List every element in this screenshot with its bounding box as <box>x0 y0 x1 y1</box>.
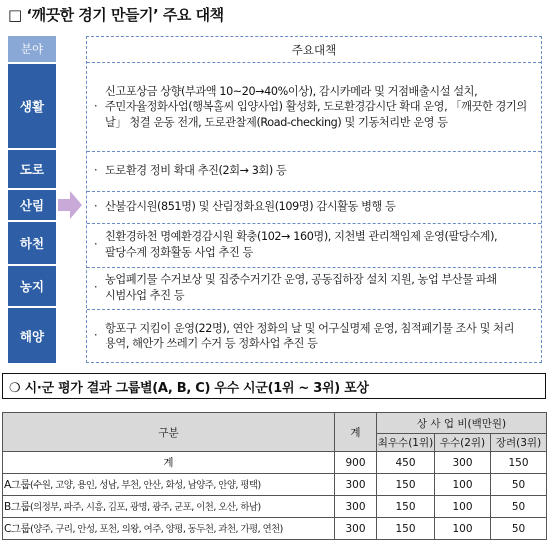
measure-text: 신고포상금 상향(부과액 10~20→40%이상), 감시카메라 및 거점배출시설 설치, 주민자율정화사업(행복홀씨 입양사업) 활성화, 도로환경감시단 확대 운영, 「깨끗한 경기의 날」 청결 운동 전개, 도로관찰제(Road-checking) 및 기동처리반 운영 등 <box>105 84 527 129</box>
col-header-rank1: 최우수(1위) <box>377 434 435 452</box>
row-label <box>3 496 335 518</box>
table-row <box>3 518 547 540</box>
cell-total: 900 <box>335 452 377 474</box>
measure-item <box>87 267 541 307</box>
cell-rank1: 150 <box>377 496 435 518</box>
category-farmland: 농지 <box>8 266 56 306</box>
cell-total: 300 <box>335 518 377 540</box>
measure-text: 친환경하천 명예환경감시원 확충(102→ 160명), 지천별 관리책임제 운영(팔당수계), 팔당수계 정화활동 사업 추진 등 <box>105 230 498 259</box>
bullet: · <box>94 280 98 294</box>
category-header: 분야 <box>8 36 56 62</box>
category-forest: 산림 <box>8 190 56 220</box>
cell-rank3: 50 <box>491 474 547 496</box>
cell-rank2: 100 <box>435 474 491 496</box>
row-label <box>3 518 335 540</box>
measure-text: 항포구 지킴이 운영(22명), 연안 정화의 날 및 어구실명제 운영, 침적폐기물 조사 및 처리 용역, 해안가 쓰레기 수거 등 정화사업 추진 등 <box>105 321 514 350</box>
bullet: · <box>94 329 98 343</box>
category-ocean: 해양 <box>8 308 56 363</box>
cell-rank3: 50 <box>491 496 547 518</box>
cell-rank2: 300 <box>435 452 491 474</box>
col-header-total: 계 <box>335 413 377 452</box>
measure-item <box>87 309 541 362</box>
table-row <box>3 496 547 518</box>
cell-total: 300 <box>335 496 377 518</box>
table-row-total <box>3 452 547 474</box>
cell-total: 300 <box>335 474 377 496</box>
table-row <box>3 474 547 496</box>
measures-box <box>86 36 542 363</box>
bullet: · <box>94 100 98 114</box>
row-label <box>3 474 335 496</box>
measure-item <box>87 223 541 265</box>
bullet: · <box>94 163 98 177</box>
page-title: □ ‘깨끗한 경기 만들기’ 주요 대책 <box>8 6 224 24</box>
measure-text: 도로환경 정비 확대 추진(2회→ 3회) 등 <box>105 163 287 177</box>
category-life: 생활 <box>8 64 56 148</box>
awards-table <box>2 412 547 540</box>
row-label: 계 <box>3 452 335 474</box>
group-cities: (수원, 고양, 용인, 성남, 부천, 안산, 화성, 남양주, 안양, 평택) <box>29 480 261 491</box>
bullet: · <box>94 237 98 251</box>
group-name: C그룹 <box>4 523 31 535</box>
group-name: B그룹 <box>4 501 30 513</box>
cell-rank1: 150 <box>377 474 435 496</box>
category-road: 도로 <box>8 150 56 188</box>
group-cities: (의정부, 파주, 시흥, 김포, 광명, 광주, 군포, 이천, 오산, 하남) <box>30 502 261 513</box>
category-column <box>8 36 56 363</box>
col-header-group: 구분 <box>3 413 335 452</box>
measure-text: 농업폐기물 수거보상 및 집중수거기간 운영, 공동집하장 설치 지원, 농업 부산물 파쇄 시범사업 추진 등 <box>105 273 497 302</box>
cell-rank1: 150 <box>377 518 435 540</box>
measure-item <box>87 65 541 149</box>
cell-rank2: 100 <box>435 496 491 518</box>
col-header-rank3: 장려(3위) <box>491 434 547 452</box>
cell-rank1: 450 <box>377 452 435 474</box>
cell-rank3: 50 <box>491 518 547 540</box>
right-arrow-icon <box>58 191 82 219</box>
section-title-awards: ❍ 시·군 평가 결과 그룹별(A, B, C) 우수 시군(1위 ~ 3위) 포상 <box>2 373 546 399</box>
category-river: 하천 <box>8 222 56 264</box>
group-cities: (양주, 구리, 안성, 포천, 의왕, 여주, 양평, 동두천, 과천, 가평, 연천) <box>30 524 283 535</box>
group-name: A그룹 <box>4 479 30 491</box>
col-header-rank2: 우수(2위) <box>435 434 491 452</box>
bullet: · <box>94 199 98 213</box>
cell-rank2: 100 <box>435 518 491 540</box>
cell-rank3: 150 <box>491 452 547 474</box>
measures-header: 주요대책 <box>87 37 541 63</box>
measure-text: 산불감시원(851명) 및 산림정화요원(109명) 감시활동 병행 등 <box>105 199 396 213</box>
col-header-award: 상 사 업 비(백만원) <box>377 413 547 434</box>
measure-item <box>87 151 541 189</box>
measure-item <box>87 191 541 221</box>
